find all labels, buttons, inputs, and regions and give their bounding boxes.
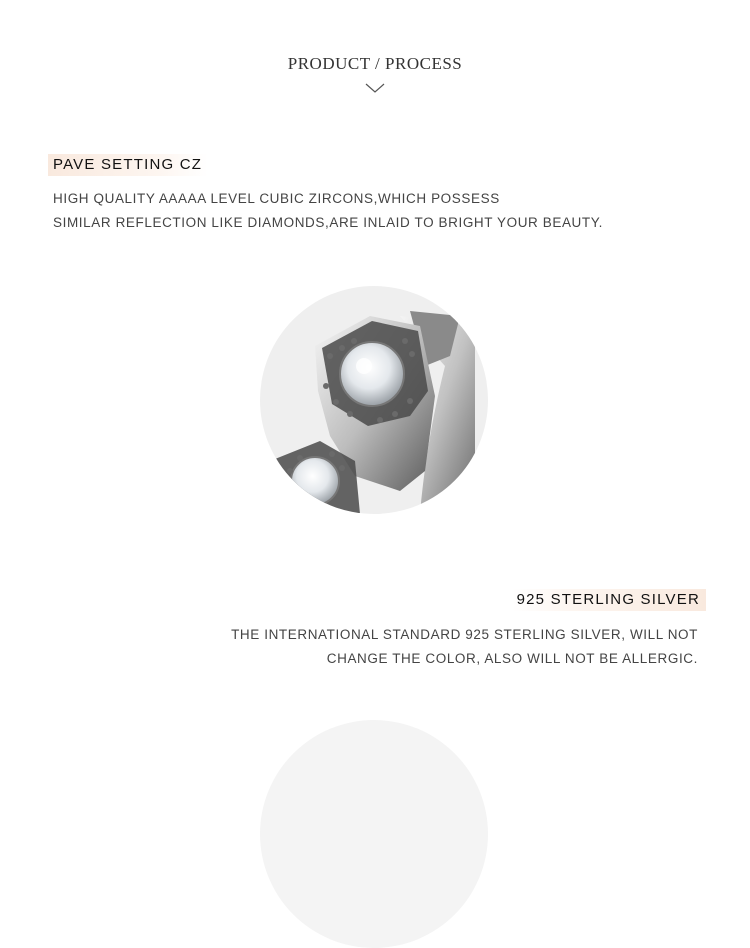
description-line: SIMILAR REFLECTION LIKE DIAMONDS,ARE INLAID TO BRIGHT YOUR BEAUTY. [53,215,603,230]
product-closeup-image [260,286,488,514]
pave-setting-description [53,187,603,235]
description-line: HIGH QUALITY AAAAA LEVEL CUBIC ZIRCONS,WHICH POSSESS [53,191,500,206]
description-line: CHANGE THE COLOR, ALSO WILL NOT BE ALLERGIC. [326,651,698,666]
sterling-silver-description [231,623,698,671]
pave-setting-tag: PAVE SETTING CZ [48,154,208,176]
chevron-down-icon [365,82,385,94]
next-product-image [260,720,488,948]
sterling-silver-tag: 925 STERLING SILVER [512,589,706,611]
description-line: THE INTERNATIONAL STANDARD 925 STERLING SILVER, WILL NOT [231,627,698,642]
page-title: PRODUCT / PROCESS [287,54,463,73]
